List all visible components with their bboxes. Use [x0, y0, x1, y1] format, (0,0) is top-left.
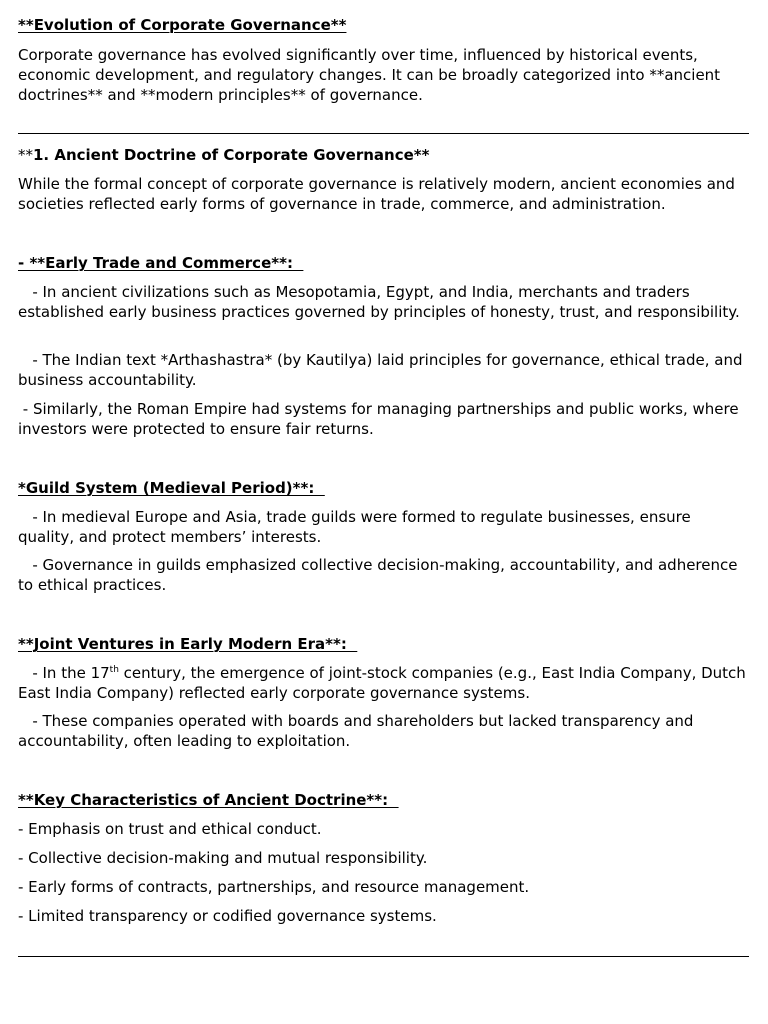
subheading-early-trade: - **Early Trade and Commerce**:	[18, 254, 304, 272]
list-item: - Collective decision-making and mutual responsibility.	[18, 849, 428, 867]
list-item: - These companies operated with boards and shareholders but lacked transparency and accountability, often leading to exploitation.	[18, 712, 699, 750]
list-item: - In ancient civilizations such as Mesopotamia, Egypt, and India, merchants and traders established early business practices governed by principles of honesty, trust, and responsibility.	[18, 283, 740, 321]
ordinal-suffix: th	[109, 665, 119, 675]
list-item: - In medieval Europe and Asia, trade guilds were formed to regulate businesses, ensure quality, and protect members’ interests.	[18, 508, 696, 546]
item-text-start: - In the 17	[18, 664, 110, 682]
list-item: - Limited transparency or codified governance systems.	[18, 907, 437, 925]
list-item: - Similarly, the Roman Empire had systems for managing partnerships and public works, where investors were protected to ensure fair returns.	[18, 400, 744, 438]
heading-prefix: **	[18, 146, 33, 164]
section-intro-paragraph: While the formal concept of corporate governance is relatively modern, ancient economies and societies reflected early forms of governance in trade, commerce, and administration.	[18, 175, 735, 213]
list-item: - The Indian text *Arthashastra* (by Kautilya) laid principles for governance, ethical trade, and business accountability.	[18, 351, 748, 389]
divider-top	[18, 133, 749, 134]
subheading-key-characteristics: **Key Characteristics of Ancient Doctrine**:	[18, 791, 399, 809]
section-heading-ancient-doctrine	[18, 145, 750, 165]
heading-text: 1. Ancient Doctrine of Corporate Governance**	[33, 146, 430, 164]
divider-bottom	[18, 956, 749, 957]
list-item	[18, 663, 750, 703]
item-text-end: century, the emergence of joint-stock companies (e.g., East India Company, Dutch East India Company) reflected early corporate governance systems.	[18, 664, 751, 702]
list-item: - Governance in guilds emphasized collective decision-making, accountability, and adherence to ethical practices.	[18, 556, 743, 594]
document-title: **Evolution of Corporate Governance**	[18, 16, 347, 34]
subheading-joint-ventures: **Joint Ventures in Early Modern Era**:	[18, 635, 358, 653]
subheading-guild-system: *Guild System (Medieval Period)**:	[18, 479, 325, 497]
list-item: - Emphasis on trust and ethical conduct.	[18, 820, 322, 838]
list-item: - Early forms of contracts, partnerships, and resource management.	[18, 878, 530, 896]
intro-paragraph: Corporate governance has evolved significantly over time, influenced by historical events, economic development, and regulatory changes. It can be broadly categorized into **ancient doctrines** and **modern principles** of governance.	[18, 46, 721, 104]
